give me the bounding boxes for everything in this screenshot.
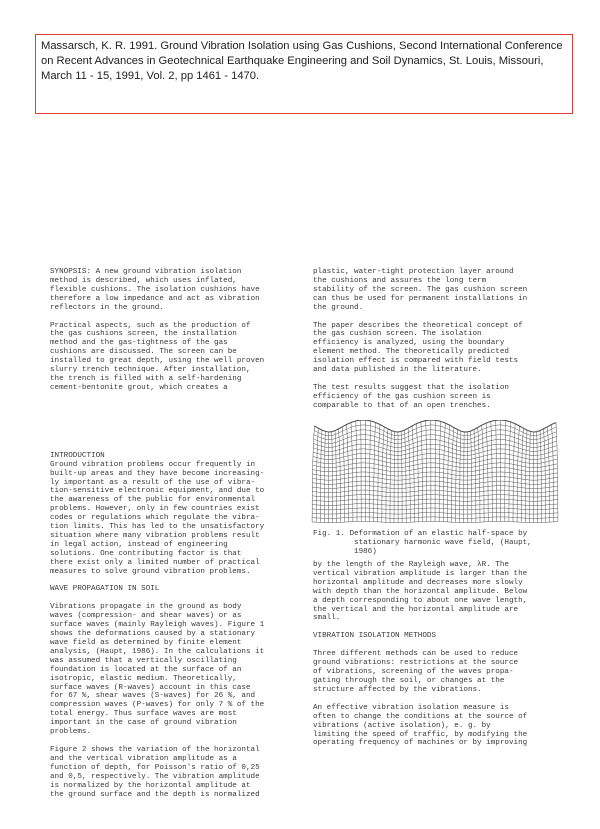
synopsis-continuation: plastic, water-tight protection layer around the cushions and assures the long term stability of the screen. The gas cushion screen can thus be used for permanent installations in the ground. [313,268,528,312]
result-paragraph: The test results suggest that the isolation efficiency of the gas cushion screen is comparable to that of an open trenches. [313,383,509,410]
introduction-paragraph: Ground vibration problems occur frequently in built-up areas and they have become increasing- ly important as a result of the use of vibra- tion-sensitive electronic equipment, and due to the awareness of the public for environmental problems. However, only in few countries exist codes or regulations which regulate the vibra- tion limits. This has led to the unsatisfactory situation where many vibration problems result in legal action, instead of engineering solutions. One contributing factor is that there exist only a limited number of practical measures to solve ground vibration problems. [50,460,265,576]
spacer [50,402,295,452]
rayleigh-paragraph: by the length of the Rayleigh wave, λR. The vertical vibration amplitude is larger than the horizontal amplitude and decreases more slowly with depth than the horizontal amplitude. Below a depth corresponding to about one wave length, the vertical and the horizontal amplitude are small. [313,561,528,623]
concept-paragraph: The paper describes the theoretical concept of the gas cushion screen. The isolation efficiency is analyzed, using the boundary element method. The theoretically predicted isolation effect is compared with field tests and data published in the literature. [313,321,523,375]
figure-1-caption: Fig. 1. Deformation of an elastic half-space by stationary harmonic wave field, (Haupt, 1986) [313,530,532,556]
left-column [50,268,295,808]
effective-isolation-paragraph: An effective vibration isolation measure is often to change the conditions at the source of vibrations (active isolation), e. g. by limiting the speed of traffic, by modifying the operating frequency of machines or by improving [313,703,528,748]
introduction-heading: INTRODUCTION [50,451,105,460]
finite-element-mesh-icon [310,420,562,525]
practical-aspects-paragraph: Practical aspects, such as the production of the gas cushions screen, the installation method and the gas-tightness of the gas cushions are discussed. The screen can be installed to great depth, using the well proven slurry trench technique. After installation, the trench is filled with a self-hardening cement-bentonite grout, which creates a [50,321,265,392]
wave-propagation-heading: WAVE PROPAGATION IN SOIL [50,585,160,594]
figure-1-mesh [310,420,562,525]
figure2-paragraph: Figure 2 shows the variation of the horizontal and the vertical vibration amplitude as a function of depth, for Poisson's ratio of 0,25 and 0,5, respectively. The vibration amplitude is normalized by the horizontal amplitude at the ground surface and the depth is normalized [50,745,260,799]
citation-text: Massarsch, K. R. 1991. Ground Vibration Isolation using Gas Cushions, Second International Conference on Recent Advances in Geotechnical Earthquake Engineering and Soil Dynamics, St. Louis, Missouri, March 11 - 15, 1991, Vol. 2, pp 1461 - 1470. [41,40,563,82]
right-column [313,268,558,420]
synopsis-paragraph: SYNOPSIS: A new ground vibration isolation method is described, which uses inflated, flexible cushions. The isolation cushions have therefore a low impedance and act as vibration reflectors in the ground. [50,268,260,312]
isolation-methods-heading: VIBRATION ISOLATION METHODS [313,632,437,641]
citation-box [35,34,573,114]
right-column-lower [313,561,563,757]
wave-propagation-paragraph: Vibrations propagate in the ground as body waves (compression- and shear waves) or as surface waves (mainly Rayleigh waves). Figure 1 shows the deformations caused by a stationary wave field as determined by finite element analysis, (Haupt, 1986). In the calculations it was assumed that a vertically oscillating foundation is located at the surface of an isotropic, elastic medium. Theoretically, surface waves (R-waves) account in this case for 67 %, shear waves (S-waves) for 26 %, and compression waves (P-waves) for only 7 % of the total energy. Thus surface waves are most important in the case of ground vibration problems. [50,603,265,737]
isolation-methods-paragraph: Three different methods can be used to reduce ground vibrations: restrictions at the source of vibrations, screening of the waves propa- gating through the soil, or changes at the structure affected by the vibrations. [313,650,519,694]
